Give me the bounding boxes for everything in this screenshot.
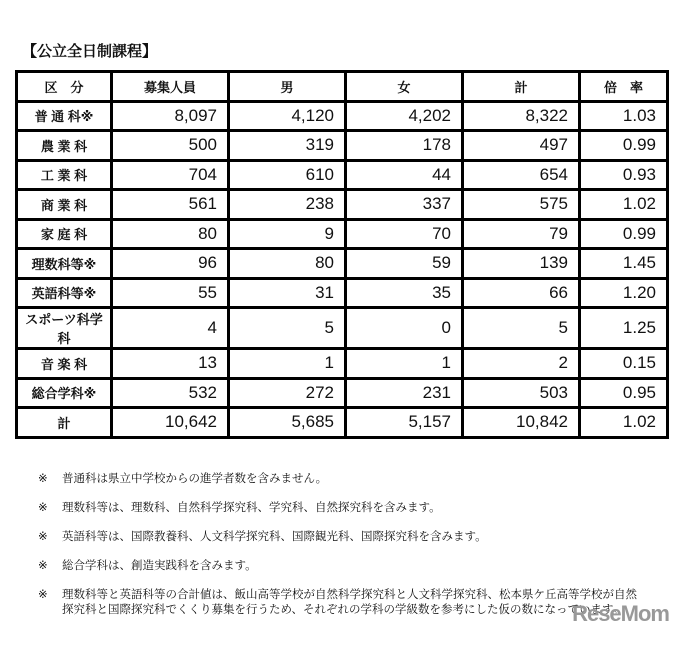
cell-value: 319 (229, 131, 346, 161)
note-mark: ※ (38, 531, 48, 543)
cell-value: 10,842 (463, 408, 580, 438)
column-header: 計 (463, 72, 580, 102)
cell-value: 66 (463, 278, 580, 308)
cell-value: 1.25 (580, 308, 668, 349)
table-row (17, 219, 668, 249)
cell-value: 8,322 (463, 101, 580, 131)
row-label: 総合学科※ (17, 378, 112, 408)
cell-value: 272 (229, 378, 346, 408)
column-header: 倍 率 (580, 72, 668, 102)
notes (38, 472, 638, 632)
footnote (38, 472, 638, 487)
cell-value: 231 (346, 378, 463, 408)
cell-value: 337 (346, 190, 463, 220)
cell-value: 5,157 (346, 408, 463, 438)
row-label: 理数科等※ (17, 249, 112, 279)
column-header: 区 分 (17, 72, 112, 102)
row-label: 音 楽 科 (17, 349, 112, 379)
note-mark: ※ (38, 502, 48, 514)
cell-value: 1.20 (580, 278, 668, 308)
cell-value: 5,685 (229, 408, 346, 438)
cell-value: 5 (463, 308, 580, 349)
cell-value: 0 (346, 308, 463, 349)
footnote (38, 530, 638, 545)
table-row (17, 160, 668, 190)
table-row (17, 278, 668, 308)
table-row (17, 131, 668, 161)
cell-value: 31 (229, 278, 346, 308)
column-header: 募集人員 (112, 72, 229, 102)
cell-value: 610 (229, 160, 346, 190)
note-text: 理数科等は、理数科、自然科学探究科、学究科、自然探究科を含みます。 (62, 502, 441, 514)
cell-value: 9 (229, 219, 346, 249)
resemom-logo: ReseMom (572, 601, 669, 626)
footnote (38, 559, 638, 574)
note-text: 総合学科は、創造実践科を含みます。 (62, 560, 257, 572)
cell-value: 1.45 (580, 249, 668, 279)
row-label: 英語科等※ (17, 278, 112, 308)
cell-value: 96 (112, 249, 229, 279)
cell-value: 1.03 (580, 101, 668, 131)
cell-value: 13 (112, 349, 229, 379)
table-title: 【公立全日制課程】 (22, 43, 158, 60)
note-text: 英語科等は、国際教養科、人文科学探究科、国際観光科、国際探究科を含みます。 (62, 531, 487, 543)
cell-value: 10,642 (112, 408, 229, 438)
table-row (17, 349, 668, 379)
total-row (17, 408, 668, 438)
note-mark: ※ (38, 589, 48, 601)
table-row (17, 101, 668, 131)
table-row (17, 249, 668, 279)
cell-value: 80 (229, 249, 346, 279)
cell-value: 8,097 (112, 101, 229, 131)
cell-value: 1 (346, 349, 463, 379)
footnote (38, 501, 638, 516)
cell-value: 503 (463, 378, 580, 408)
footnote (38, 588, 638, 618)
cell-value: 497 (463, 131, 580, 161)
column-header: 男 (229, 72, 346, 102)
row-label: 商 業 科 (17, 190, 112, 220)
note-text: 理数科等と英語科等の合計値は、飯山高等学校が自然科学探究科と人文科学探究科、松本県ケ丘高等学校が自然探究科と国際探究科でくくり募集を行うため、それぞれの学科の学級数を参考にした仮の数になっています。 (62, 589, 637, 616)
column-header: 女 (346, 72, 463, 102)
row-label: 農 業 科 (17, 131, 112, 161)
cell-value: 80 (112, 219, 229, 249)
cell-value: 561 (112, 190, 229, 220)
table-row (17, 190, 668, 220)
note-text: 普通科は県立中学校からの進学者数を含みません。 (62, 473, 328, 485)
note-mark: ※ (38, 473, 48, 485)
cell-value: 4,202 (346, 101, 463, 131)
row-label: 家 庭 科 (17, 219, 112, 249)
row-label: 普 通 科※ (17, 101, 112, 131)
cell-value: 5 (229, 308, 346, 349)
cell-value: 0.95 (580, 378, 668, 408)
applicants-table (15, 70, 669, 439)
header-row (17, 72, 668, 102)
cell-value: 0.99 (580, 219, 668, 249)
cell-value: 2 (463, 349, 580, 379)
cell-value: 55 (112, 278, 229, 308)
table-row (17, 378, 668, 408)
note-mark: ※ (38, 560, 48, 572)
row-label: 工 業 科 (17, 160, 112, 190)
cell-value: 238 (229, 190, 346, 220)
cell-value: 178 (346, 131, 463, 161)
cell-value: 1.02 (580, 190, 668, 220)
cell-value: 704 (112, 160, 229, 190)
cell-value: 0.99 (580, 131, 668, 161)
cell-value: 0.93 (580, 160, 668, 190)
cell-value: 4,120 (229, 101, 346, 131)
cell-value: 35 (346, 278, 463, 308)
table-row (17, 308, 668, 349)
cell-value: 4 (112, 308, 229, 349)
cell-value: 139 (463, 249, 580, 279)
cell-value: 44 (346, 160, 463, 190)
cell-value: 532 (112, 378, 229, 408)
cell-value: 1.02 (580, 408, 668, 438)
cell-value: 59 (346, 249, 463, 279)
cell-value: 575 (463, 190, 580, 220)
cell-value: 654 (463, 160, 580, 190)
row-label: スポーツ科学科 (17, 308, 112, 349)
cell-value: 70 (346, 219, 463, 249)
cell-value: 500 (112, 131, 229, 161)
row-label: 計 (17, 408, 112, 438)
cell-value: 0.15 (580, 349, 668, 379)
cell-value: 1 (229, 349, 346, 379)
cell-value: 79 (463, 219, 580, 249)
